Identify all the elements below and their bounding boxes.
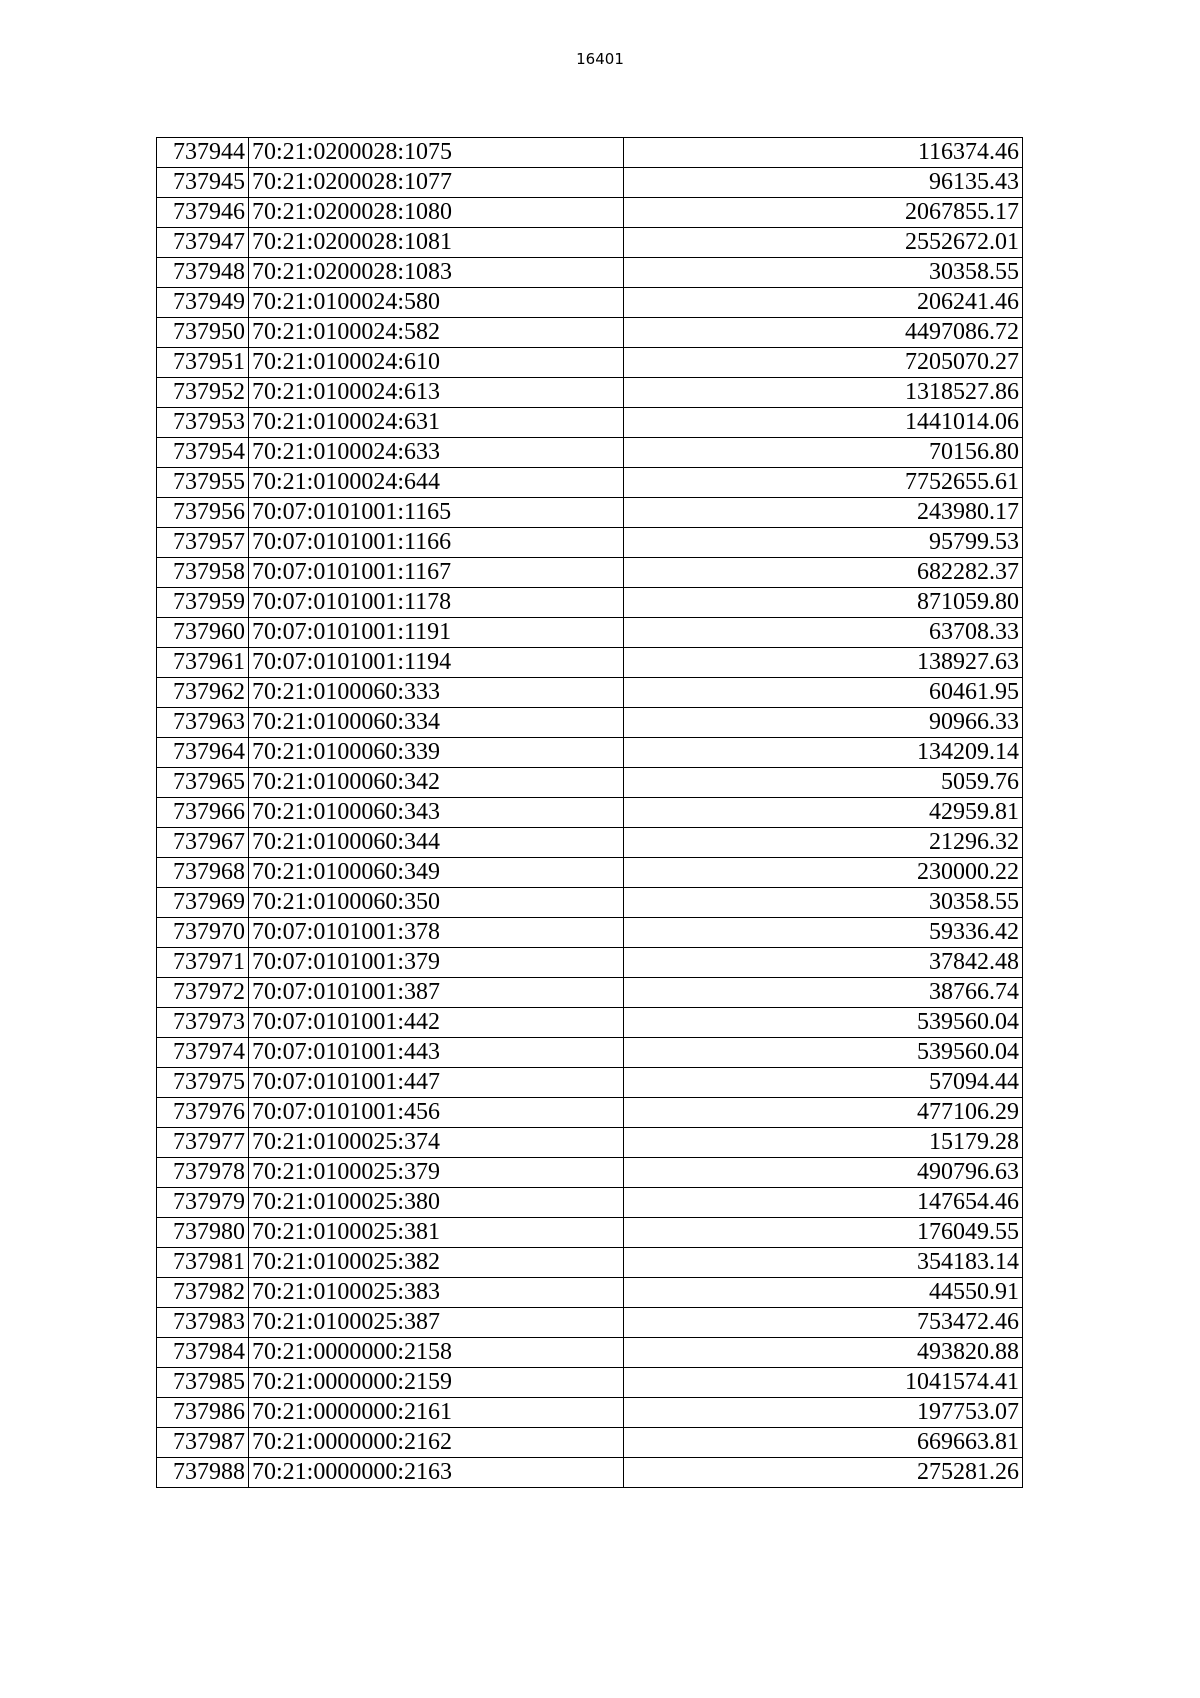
cadastral-number-cell: 70:07:0101001:1178 (249, 588, 624, 618)
cadastral-value-cell: 354183.14 (624, 1248, 1023, 1278)
cadastral-number-cell: 70:21:0200028:1083 (249, 258, 624, 288)
row-number-cell: 737948 (157, 258, 249, 288)
row-number-cell: 737961 (157, 648, 249, 678)
cadastral-number-cell: 70:21:0100024:633 (249, 438, 624, 468)
table-row (157, 918, 1023, 948)
row-number-cell: 737963 (157, 708, 249, 738)
table-row (157, 1278, 1023, 1308)
cadastral-number-cell: 70:07:0101001:1167 (249, 558, 624, 588)
cadastral-value-cell: 38766.74 (624, 978, 1023, 1008)
cadastral-number-cell: 70:07:0101001:1191 (249, 618, 624, 648)
cadastral-value-cell: 147654.46 (624, 1188, 1023, 1218)
table-row (157, 1218, 1023, 1248)
row-number-cell: 737951 (157, 348, 249, 378)
table-row (157, 948, 1023, 978)
cadastral-value-cell: 15179.28 (624, 1128, 1023, 1158)
row-number-cell: 737954 (157, 438, 249, 468)
row-number-cell: 737968 (157, 858, 249, 888)
table-row (157, 708, 1023, 738)
cadastral-value-cell: 42959.81 (624, 798, 1023, 828)
table-row (157, 768, 1023, 798)
table-row (157, 798, 1023, 828)
table-row (157, 1428, 1023, 1458)
table-row (157, 888, 1023, 918)
cadastral-number-cell: 70:21:0100025:380 (249, 1188, 624, 1218)
cadastral-value-cell: 539560.04 (624, 1008, 1023, 1038)
cadastral-number-cell: 70:21:0100025:387 (249, 1308, 624, 1338)
row-number-cell: 737973 (157, 1008, 249, 1038)
cadastral-number-cell: 70:21:0100025:374 (249, 1128, 624, 1158)
cadastral-number-cell: 70:21:0100025:381 (249, 1218, 624, 1248)
table-row (157, 438, 1023, 468)
row-number-cell: 737985 (157, 1368, 249, 1398)
table-row (157, 1188, 1023, 1218)
table-row (157, 978, 1023, 1008)
cadastral-number-cell: 70:07:0101001:1166 (249, 528, 624, 558)
cadastral-number-cell: 70:21:0100024:631 (249, 408, 624, 438)
table-row (157, 378, 1023, 408)
row-number-cell: 737946 (157, 198, 249, 228)
table-row (157, 168, 1023, 198)
cadastral-value-cell: 70156.80 (624, 438, 1023, 468)
row-number-cell: 737978 (157, 1158, 249, 1188)
table-row (157, 1068, 1023, 1098)
table-row (157, 1158, 1023, 1188)
cadastral-value-cell: 243980.17 (624, 498, 1023, 528)
table-row (157, 228, 1023, 258)
row-number-cell: 737975 (157, 1068, 249, 1098)
cadastral-number-cell: 70:21:0100060:333 (249, 678, 624, 708)
table-row (157, 348, 1023, 378)
table-row (157, 1098, 1023, 1128)
cadastral-value-cell: 44550.91 (624, 1278, 1023, 1308)
cadastral-value-cell: 230000.22 (624, 858, 1023, 888)
cadastral-number-cell: 70:07:0101001:379 (249, 948, 624, 978)
row-number-cell: 737965 (157, 768, 249, 798)
cadastral-value-cell: 59336.42 (624, 918, 1023, 948)
cadastral-value-cell: 7752655.61 (624, 468, 1023, 498)
cadastral-value-cell: 1318527.86 (624, 378, 1023, 408)
table-row (157, 528, 1023, 558)
row-number-cell: 737987 (157, 1428, 249, 1458)
row-number-cell: 737957 (157, 528, 249, 558)
cadastral-number-cell: 70:21:0100025:379 (249, 1158, 624, 1188)
cadastral-value-cell: 60461.95 (624, 678, 1023, 708)
row-number-cell: 737949 (157, 288, 249, 318)
cadastral-number-cell: 70:21:0100060:334 (249, 708, 624, 738)
cadastral-number-cell: 70:21:0000000:2158 (249, 1338, 624, 1368)
cadastral-number-cell: 70:21:0100024:613 (249, 378, 624, 408)
row-number-cell: 737988 (157, 1458, 249, 1488)
row-number-cell: 737966 (157, 798, 249, 828)
cadastral-value-cell: 95799.53 (624, 528, 1023, 558)
cadastral-value-cell: 493820.88 (624, 1338, 1023, 1368)
table-row (157, 288, 1023, 318)
table-row (157, 1128, 1023, 1158)
table-row (157, 198, 1023, 228)
row-number-cell: 737956 (157, 498, 249, 528)
cadastral-number-cell: 70:07:0101001:456 (249, 1098, 624, 1128)
cadastral-number-cell: 70:07:0101001:1165 (249, 498, 624, 528)
table-row (157, 618, 1023, 648)
page-number: 16401 (576, 50, 624, 68)
cadastral-number-cell: 70:21:0100060:350 (249, 888, 624, 918)
cadastral-number-cell: 70:21:0100060:344 (249, 828, 624, 858)
cadastral-value-cell: 669663.81 (624, 1428, 1023, 1458)
row-number-cell: 737982 (157, 1278, 249, 1308)
cadastral-value-cell: 197753.07 (624, 1398, 1023, 1428)
cadastral-number-cell: 70:21:0100025:382 (249, 1248, 624, 1278)
row-number-cell: 737974 (157, 1038, 249, 1068)
cadastral-number-cell: 70:07:0101001:387 (249, 978, 624, 1008)
table-row (157, 1308, 1023, 1338)
cadastral-number-cell: 70:21:0200028:1075 (249, 138, 624, 168)
table-row (157, 858, 1023, 888)
row-number-cell: 737945 (157, 168, 249, 198)
cadastral-value-cell: 21296.32 (624, 828, 1023, 858)
cadastral-value-cell: 275281.26 (624, 1458, 1023, 1488)
table-row (157, 1338, 1023, 1368)
cadastral-value-cell: 871059.80 (624, 588, 1023, 618)
row-number-cell: 737969 (157, 888, 249, 918)
row-number-cell: 737953 (157, 408, 249, 438)
row-number-cell: 737967 (157, 828, 249, 858)
cadastral-value-cell: 206241.46 (624, 288, 1023, 318)
cadastral-value-cell: 4497086.72 (624, 318, 1023, 348)
cadastral-number-cell: 70:21:0100025:383 (249, 1278, 624, 1308)
cadastral-value-cell: 490796.63 (624, 1158, 1023, 1188)
cadastral-value-cell: 138927.63 (624, 648, 1023, 678)
cadastral-value-cell: 477106.29 (624, 1098, 1023, 1128)
table-row (157, 1248, 1023, 1278)
table-row (157, 648, 1023, 678)
row-number-cell: 737984 (157, 1338, 249, 1368)
cadastral-number-cell: 70:21:0200028:1081 (249, 228, 624, 258)
row-number-cell: 737958 (157, 558, 249, 588)
row-number-cell: 737962 (157, 678, 249, 708)
row-number-cell: 737960 (157, 618, 249, 648)
cadastral-number-cell: 70:07:0101001:378 (249, 918, 624, 948)
cadastral-value-cell: 2067855.17 (624, 198, 1023, 228)
row-number-cell: 737944 (157, 138, 249, 168)
cadastral-number-cell: 70:21:0200028:1077 (249, 168, 624, 198)
cadastral-number-cell: 70:21:0000000:2161 (249, 1398, 624, 1428)
table-row (157, 408, 1023, 438)
cadastral-number-cell: 70:21:0100060:339 (249, 738, 624, 768)
table-row (157, 1008, 1023, 1038)
cadastral-value-cell: 30358.55 (624, 888, 1023, 918)
cadastral-number-cell: 70:21:0100060:349 (249, 858, 624, 888)
cadastral-number-cell: 70:07:0101001:443 (249, 1038, 624, 1068)
table-row (157, 468, 1023, 498)
cadastral-value-cell: 1041574.41 (624, 1368, 1023, 1398)
cadastral-value-cell: 2552672.01 (624, 228, 1023, 258)
cadastral-number-cell: 70:07:0101001:447 (249, 1068, 624, 1098)
cadastral-number-cell: 70:21:0000000:2159 (249, 1368, 624, 1398)
row-number-cell: 737972 (157, 978, 249, 1008)
row-number-cell: 737976 (157, 1098, 249, 1128)
row-number-cell: 737986 (157, 1398, 249, 1428)
cadastral-value-cell: 682282.37 (624, 558, 1023, 588)
row-number-cell: 737947 (157, 228, 249, 258)
table-row (157, 588, 1023, 618)
row-number-cell: 737952 (157, 378, 249, 408)
cadastral-value-cell: 90966.33 (624, 708, 1023, 738)
row-number-cell: 737955 (157, 468, 249, 498)
row-number-cell: 737950 (157, 318, 249, 348)
cadastral-number-cell: 70:21:0100060:343 (249, 798, 624, 828)
cadastral-number-cell: 70:21:0100060:342 (249, 768, 624, 798)
cadastral-number-cell: 70:21:0200028:1080 (249, 198, 624, 228)
cadastral-value-cell: 134209.14 (624, 738, 1023, 768)
row-number-cell: 737983 (157, 1308, 249, 1338)
cadastral-value-cell: 5059.76 (624, 768, 1023, 798)
table-row (157, 1398, 1023, 1428)
cadastral-value-cell: 63708.33 (624, 618, 1023, 648)
cadastral-value-cell: 1441014.06 (624, 408, 1023, 438)
cadastral-value-cell: 37842.48 (624, 948, 1023, 978)
cadastral-value-table (156, 137, 1023, 1488)
row-number-cell: 737977 (157, 1128, 249, 1158)
cadastral-value-cell: 116374.46 (624, 138, 1023, 168)
cadastral-value-cell: 57094.44 (624, 1068, 1023, 1098)
table-row (157, 498, 1023, 528)
table-row (157, 828, 1023, 858)
row-number-cell: 737959 (157, 588, 249, 618)
row-number-cell: 737980 (157, 1218, 249, 1248)
cadastral-number-cell: 70:21:0100024:580 (249, 288, 624, 318)
cadastral-value-cell: 753472.46 (624, 1308, 1023, 1338)
cadastral-value-cell: 176049.55 (624, 1218, 1023, 1248)
table-row (157, 138, 1023, 168)
table-row (157, 1458, 1023, 1488)
table-row (157, 558, 1023, 588)
cadastral-number-cell: 70:21:0100024:644 (249, 468, 624, 498)
table-row (157, 318, 1023, 348)
table-row (157, 258, 1023, 288)
cadastral-value-cell: 539560.04 (624, 1038, 1023, 1068)
cadastral-number-cell: 70:21:0000000:2163 (249, 1458, 624, 1488)
cadastral-value-cell: 30358.55 (624, 258, 1023, 288)
cadastral-number-cell: 70:21:0100024:610 (249, 348, 624, 378)
cadastral-value-cell: 96135.43 (624, 168, 1023, 198)
table-row (157, 1368, 1023, 1398)
table-row (157, 1038, 1023, 1068)
table-row (157, 678, 1023, 708)
cadastral-number-cell: 70:21:0000000:2162 (249, 1428, 624, 1458)
row-number-cell: 737979 (157, 1188, 249, 1218)
row-number-cell: 737964 (157, 738, 249, 768)
row-number-cell: 737981 (157, 1248, 249, 1278)
row-number-cell: 737971 (157, 948, 249, 978)
cadastral-value-cell: 7205070.27 (624, 348, 1023, 378)
row-number-cell: 737970 (157, 918, 249, 948)
table-row (157, 738, 1023, 768)
cadastral-number-cell: 70:07:0101001:442 (249, 1008, 624, 1038)
table-body (157, 138, 1023, 1488)
cadastral-number-cell: 70:07:0101001:1194 (249, 648, 624, 678)
cadastral-number-cell: 70:21:0100024:582 (249, 318, 624, 348)
